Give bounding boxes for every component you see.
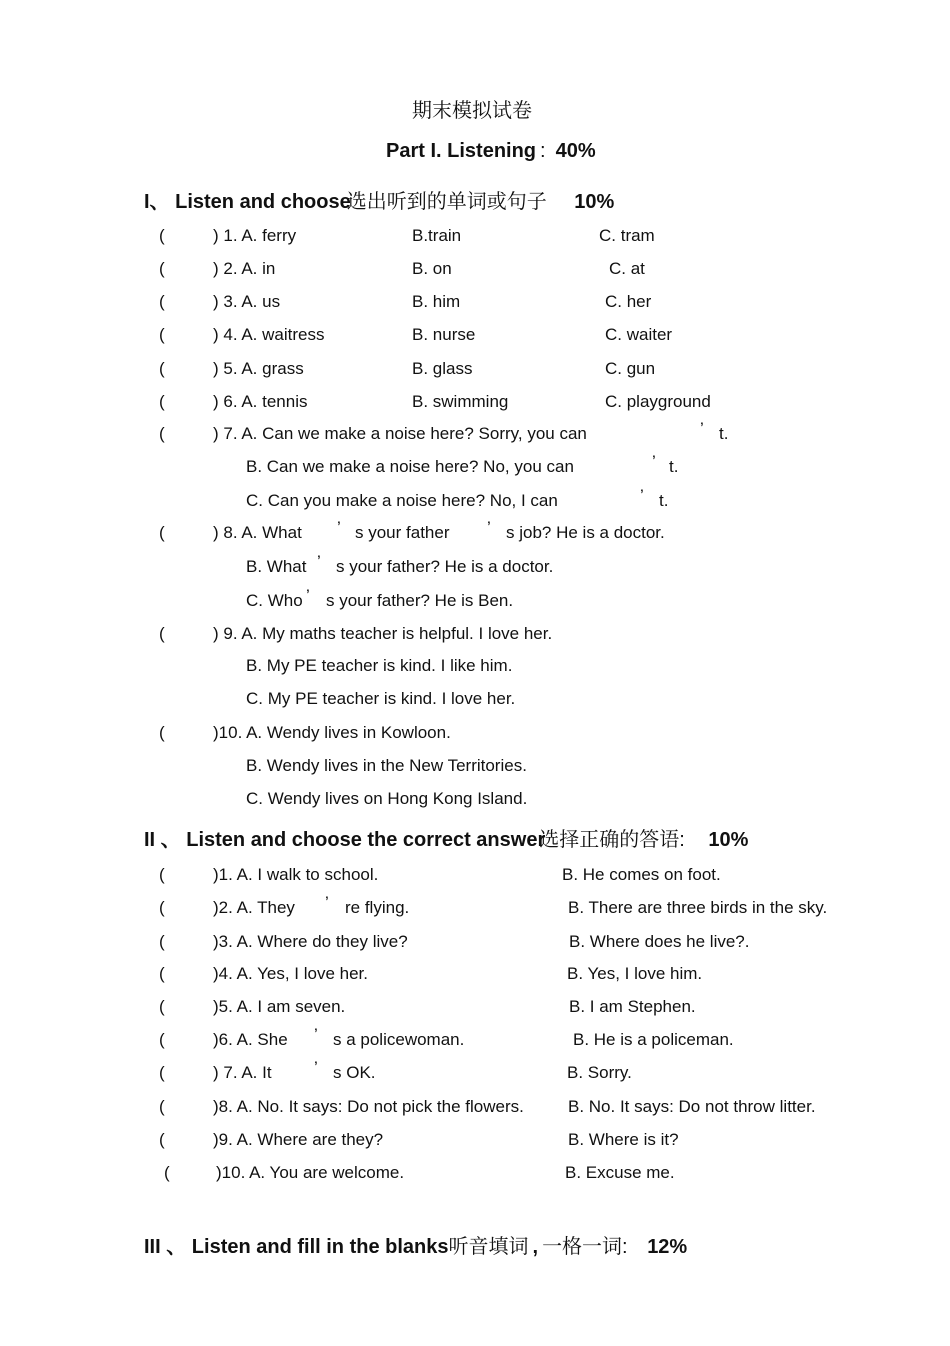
answer-paren: ( xyxy=(159,424,165,443)
answer-paren: ( xyxy=(159,865,165,884)
section-3-title-cn: 听音填词 xyxy=(448,1236,529,1258)
option-b: B. My PE teacher is kind. I like him. xyxy=(246,656,513,675)
section-3-number: III 、 xyxy=(144,1236,187,1258)
section-3-heading xyxy=(144,1230,687,1259)
option-b: B. him xyxy=(412,292,461,311)
option-b: B. glass xyxy=(412,359,473,378)
answer-paren: ( xyxy=(159,723,165,742)
option-a-end: re flying. xyxy=(345,898,410,917)
apostrophe: ’ xyxy=(325,893,329,912)
option-c: C. gun xyxy=(605,359,656,378)
option-c: C. tram xyxy=(599,226,655,245)
answer-paren: ( xyxy=(159,997,165,1016)
apostrophe: ’ xyxy=(487,518,491,537)
part-heading xyxy=(386,140,596,163)
option-c: C. Who xyxy=(246,591,303,610)
section-1-title-en: Listen and choose xyxy=(175,191,351,213)
option-a: )4. A. Yes, I love her. xyxy=(213,964,368,983)
option-a: )3. A. Where do they live? xyxy=(213,932,408,951)
section-2-title-en: Listen and choose the correct answer xyxy=(186,829,546,851)
option-a: )1. A. I walk to school. xyxy=(213,865,379,884)
answer-paren: ( xyxy=(159,325,165,344)
option-c: C. playground xyxy=(605,392,711,411)
apostrophe: ’ xyxy=(652,452,656,471)
answer-paren: ( xyxy=(159,1130,165,1149)
section-3-percentage: 12% xyxy=(647,1236,688,1258)
option-b-end: t. xyxy=(669,457,679,476)
answer-paren: ( xyxy=(159,898,165,917)
option-a: ) 7. A. It xyxy=(213,1063,272,1082)
section-1-percentage: 10% xyxy=(574,191,615,213)
answer-paren: ( xyxy=(159,932,165,951)
option-b: B. Can we make a noise here? No, you can xyxy=(246,457,574,476)
section-1-heading xyxy=(144,185,614,214)
option-a: ) 6. A. tennis xyxy=(213,392,308,411)
section-3-title-en: Listen and fill in the blanks xyxy=(191,1236,449,1258)
option-a-end: s job? He is a doctor. xyxy=(506,523,665,542)
exam-title: 期末模拟试卷 xyxy=(412,100,532,122)
option-c: C. Wendy lives on Hong Kong Island. xyxy=(246,789,528,808)
section-2-title-cn: 选择正确的答语: xyxy=(539,829,685,851)
answer-paren: ( xyxy=(159,259,165,278)
option-b: B.train xyxy=(412,226,462,245)
section-3-title-cn2: 一格一词: xyxy=(542,1236,628,1258)
option-b: B. I am Stephen. xyxy=(569,997,696,1016)
option-b: B. Excuse me. xyxy=(565,1163,675,1182)
option-b: B. Wendy lives in the New Territories. xyxy=(246,756,527,775)
option-a-end: s a policewoman. xyxy=(333,1030,465,1049)
option-a: )8. A. No. It says: Do not pick the flowers. xyxy=(213,1097,524,1116)
option-a: )2. A. They xyxy=(213,898,295,917)
option-a: )10. A. Wendy lives in Kowloon. xyxy=(213,723,451,742)
option-c: C. waiter xyxy=(605,325,673,344)
apostrophe: ’ xyxy=(640,486,644,505)
option-b: B. Sorry. xyxy=(567,1063,632,1082)
apostrophe: ’ xyxy=(700,419,704,438)
option-a: )10. A. You are welcome. xyxy=(216,1163,405,1182)
answer-paren: ( xyxy=(159,359,165,378)
section-2-percentage: 10% xyxy=(708,829,749,851)
answer-paren: ( xyxy=(159,226,165,245)
answer-paren: ( xyxy=(159,1097,165,1116)
option-a: ) 1. A. ferry xyxy=(213,226,297,245)
part-percentage: 40% xyxy=(555,140,596,162)
answer-paren: ( xyxy=(159,523,165,542)
option-c: C. her xyxy=(605,292,652,311)
option-b: B. He comes on foot. xyxy=(562,865,721,884)
option-a-end: s OK. xyxy=(333,1063,376,1082)
answer-paren: ( xyxy=(159,624,165,643)
option-b: B. Yes, I love him. xyxy=(567,964,703,983)
section-2-number: II 、 xyxy=(144,829,181,851)
answer-paren: ( xyxy=(159,392,165,411)
apostrophe: ’ xyxy=(337,518,341,537)
option-b: B. Where is it? xyxy=(568,1130,679,1149)
option-a-end: t. xyxy=(719,424,729,443)
option-b: B. He is a policeman. xyxy=(573,1030,734,1049)
part-title: Part I. Listening xyxy=(386,140,537,162)
apostrophe: ’ xyxy=(314,1058,318,1077)
answer-paren: ( xyxy=(159,292,165,311)
answer-paren: ( xyxy=(164,1163,170,1182)
option-b: B. nurse xyxy=(412,325,476,344)
option-a: ) 9. A. My maths teacher is helpful. I love her. xyxy=(213,624,553,643)
option-b: B. There are three birds in the sky. xyxy=(568,898,828,917)
section-3-comma: , xyxy=(532,1236,539,1258)
option-a: ) 2. A. in xyxy=(213,259,276,278)
option-b-end: s your father? He is a doctor. xyxy=(336,557,554,576)
answer-paren: ( xyxy=(159,1030,165,1049)
option-a: ) 8. A. What xyxy=(213,523,302,542)
option-a: ) 5. A. grass xyxy=(213,359,304,378)
option-c-end: t. xyxy=(659,491,669,510)
option-b: B. Where does he live?. xyxy=(569,932,750,951)
option-a-mid: s your father xyxy=(355,523,450,542)
option-b: B. on xyxy=(412,259,452,278)
option-c: C. My PE teacher is kind. I love her. xyxy=(246,689,516,708)
option-a: )5. A. I am seven. xyxy=(213,997,346,1016)
option-a: )9. A. Where are they? xyxy=(213,1130,384,1149)
option-c: C. Can you make a noise here? No, I can xyxy=(246,491,558,510)
answer-paren: ( xyxy=(159,1063,165,1082)
option-c: C. at xyxy=(609,259,645,278)
section-1-title-cn: 选出听到的单词或句子 xyxy=(346,191,547,213)
option-b: B. swimming xyxy=(412,392,509,411)
option-a: )6. A. She xyxy=(213,1030,288,1049)
section-2-heading xyxy=(144,823,748,852)
option-a: ) 3. A. us xyxy=(213,292,281,311)
apostrophe: ’ xyxy=(314,1025,318,1044)
option-c-end: s your father? He is Ben. xyxy=(326,591,514,610)
apostrophe: ’ xyxy=(317,552,321,571)
option-a: ) 7. A. Can we make a noise here? Sorry, you can xyxy=(213,424,587,443)
part-separator: : xyxy=(540,140,546,162)
section-1-number: I、 xyxy=(144,191,170,213)
option-b: B. What xyxy=(246,557,307,576)
option-b: B. No. It says: Do not throw litter. xyxy=(568,1097,816,1116)
option-a: ) 4. A. waitress xyxy=(213,325,325,344)
answer-paren: ( xyxy=(159,964,165,983)
apostrophe: ’ xyxy=(306,586,310,605)
